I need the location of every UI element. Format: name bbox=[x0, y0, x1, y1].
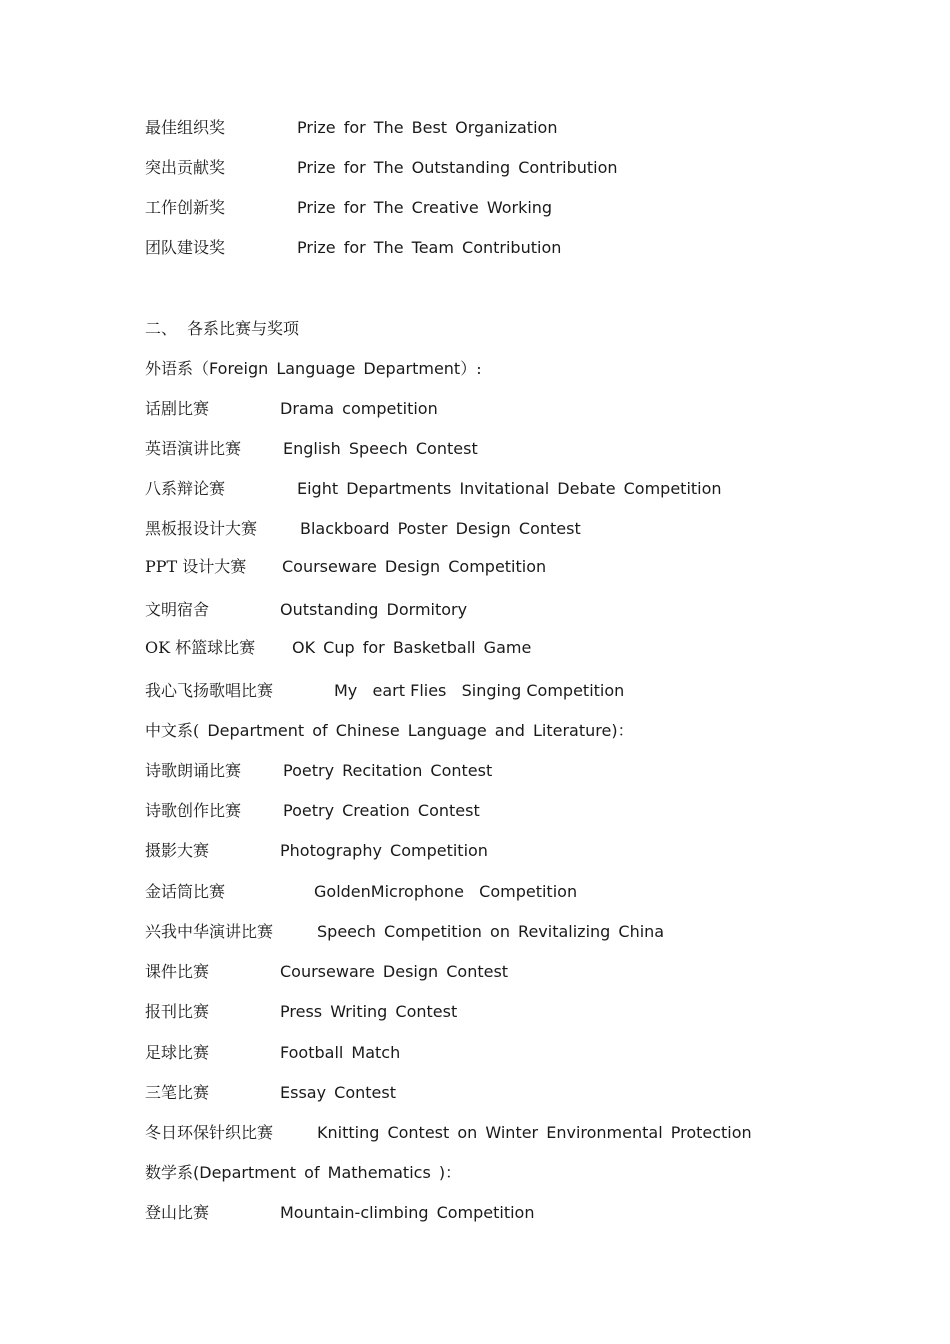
competition-row bbox=[145, 799, 480, 823]
competition-zh: PPT 设计大赛 bbox=[145, 557, 247, 576]
competition-row bbox=[145, 1081, 396, 1105]
department-heading bbox=[145, 719, 634, 743]
department-heading-zh: 外语系（ bbox=[145, 359, 210, 378]
competition-row bbox=[145, 960, 509, 984]
competition-row bbox=[145, 1000, 458, 1024]
department-heading-en: Foreign Language Department bbox=[209, 359, 461, 378]
competition-en: Eight Departments Invitational Debate Competition bbox=[297, 479, 722, 498]
competition-row bbox=[145, 759, 493, 783]
competition-zh: 文明宿舍 bbox=[145, 600, 210, 619]
competition-zh: 登山比赛 bbox=[145, 1203, 210, 1222]
competition-zh: 报刊比赛 bbox=[145, 1002, 210, 1021]
competition-en: GoldenMicrophone Competition bbox=[314, 882, 578, 901]
department-heading-zh: 中文系( bbox=[145, 721, 200, 740]
department-heading bbox=[145, 357, 482, 381]
award-zh: 最佳组织奖 bbox=[145, 118, 226, 137]
competition-en: Photography Competition bbox=[280, 841, 488, 860]
competition-zh: 八系辩论赛 bbox=[145, 479, 226, 498]
competition-row bbox=[145, 636, 532, 660]
competition-row bbox=[145, 437, 478, 461]
competition-en: Press Writing Contest bbox=[280, 1002, 458, 1021]
department-heading-en: (Department of Mathematics ) bbox=[193, 1163, 446, 1182]
competition-row bbox=[145, 880, 578, 904]
competition-zh: 兴我中华演讲比赛 bbox=[145, 922, 274, 941]
competition-zh: 我心飞扬歌唱比赛 bbox=[145, 681, 274, 700]
competition-en: Outstanding Dormitory bbox=[280, 600, 468, 619]
competition-zh: 英语演讲比赛 bbox=[145, 439, 242, 458]
competition-en: Mountain-climbing Competition bbox=[280, 1203, 535, 1222]
department-heading-tail: ： bbox=[445, 1163, 462, 1182]
department-heading-en: Department of Chinese Language and Literature) bbox=[199, 721, 618, 740]
competition-en: Speech Competition on Revitalizing China bbox=[317, 922, 665, 941]
competition-zh: 摄影大赛 bbox=[145, 841, 210, 860]
department-heading-tail: ： bbox=[617, 721, 634, 740]
competition-row bbox=[145, 920, 665, 944]
competition-zh: 三笔比赛 bbox=[145, 1083, 210, 1102]
award-row bbox=[145, 156, 618, 180]
competition-row bbox=[145, 1041, 401, 1065]
competition-row bbox=[145, 1201, 535, 1225]
competition-en: Courseware Design Competition bbox=[282, 557, 547, 576]
award-zh: 突出贡献奖 bbox=[145, 158, 226, 177]
section-heading bbox=[145, 317, 300, 341]
competition-en: Drama competition bbox=[280, 399, 438, 418]
competition-row bbox=[145, 679, 625, 703]
award-en: Prize for The Outstanding Contribution bbox=[297, 158, 618, 177]
competition-zh: 冬日环保针织比赛 bbox=[145, 1123, 274, 1142]
competition-en: My eart Flies Singing Competition bbox=[334, 681, 625, 700]
competition-en: Blackboard Poster Design Contest bbox=[300, 519, 581, 538]
competition-zh: 黑板报设计大赛 bbox=[145, 519, 258, 538]
award-zh: 团队建设奖 bbox=[145, 238, 226, 257]
competition-zh: 诗歌朗诵比赛 bbox=[145, 761, 242, 780]
department-heading bbox=[145, 1161, 461, 1185]
competition-en: Courseware Design Contest bbox=[280, 962, 509, 981]
competition-zh: 课件比赛 bbox=[145, 962, 210, 981]
award-row bbox=[145, 196, 553, 220]
competition-row bbox=[145, 1121, 752, 1145]
competition-row bbox=[145, 517, 581, 541]
section-title: 各系比赛与奖项 bbox=[187, 319, 300, 338]
competition-zh: 金话筒比赛 bbox=[145, 882, 226, 901]
competition-en: Poetry Creation Contest bbox=[283, 801, 480, 820]
competition-en: Football Match bbox=[280, 1043, 401, 1062]
competition-en: OK Cup for Basketball Game bbox=[292, 638, 532, 657]
section-number: 二、 bbox=[145, 319, 178, 338]
competition-zh: 足球比赛 bbox=[145, 1043, 210, 1062]
award-row bbox=[145, 116, 558, 140]
competition-zh: 诗歌创作比赛 bbox=[145, 801, 242, 820]
department-heading-tail: ）: bbox=[460, 359, 482, 378]
competition-en: Essay Contest bbox=[280, 1083, 396, 1102]
competition-row bbox=[145, 477, 722, 501]
competition-row bbox=[145, 598, 468, 622]
award-en: Prize for The Creative Working bbox=[297, 198, 553, 217]
competition-en: English Speech Contest bbox=[283, 439, 478, 458]
competition-zh: 话剧比赛 bbox=[145, 399, 210, 418]
competition-row bbox=[145, 555, 547, 579]
competition-en: Knitting Contest on Winter Environmental Protection bbox=[317, 1123, 752, 1142]
competition-row bbox=[145, 397, 438, 421]
competition-en: Poetry Recitation Contest bbox=[283, 761, 493, 780]
competition-row bbox=[145, 839, 488, 863]
department-heading-zh: 数学系 bbox=[145, 1163, 194, 1182]
competition-zh: OK 杯篮球比赛 bbox=[145, 638, 256, 657]
award-en: Prize for The Best Organization bbox=[297, 118, 558, 137]
award-zh: 工作创新奖 bbox=[145, 198, 226, 217]
award-en: Prize for The Team Contribution bbox=[297, 238, 562, 257]
award-row bbox=[145, 236, 562, 260]
